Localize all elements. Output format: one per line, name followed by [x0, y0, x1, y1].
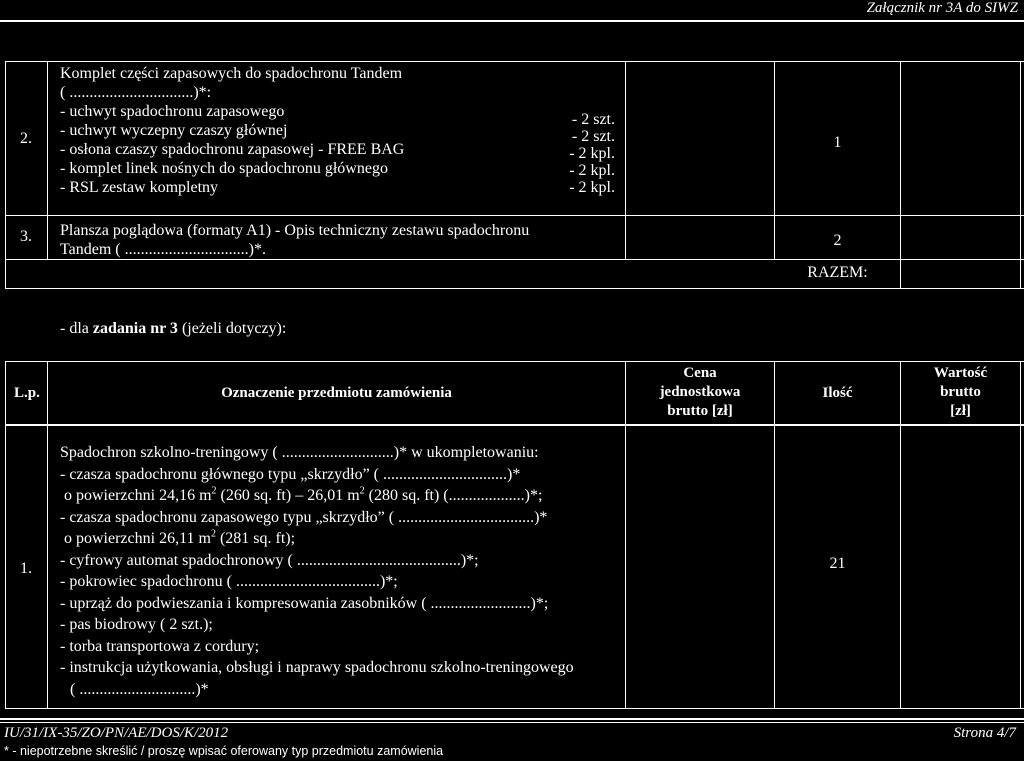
item-count: 1: [833, 134, 842, 151]
quantity-list: [540, 111, 615, 196]
footer-rule-thin: [0, 722, 1024, 723]
text-part: (280 sq. ft) (...................)*;: [364, 487, 543, 504]
list-item: - czasza spadochronu głównego typu „skrzydło” ( ...............................)*: [60, 465, 521, 483]
item-count: 21: [829, 555, 846, 572]
list-item: - instrukcja użytkowania, obsługi i naprawy spadochronu szkolno-treningowego: [60, 659, 574, 676]
item-count: 2: [833, 232, 842, 249]
list-item: Spadochron szkolno-treningowy ( ............................)* w ukompletowaniu:: [60, 444, 539, 461]
list-item: - uchwyt wyczepny czaszy głównej: [60, 122, 288, 139]
header-value-line: Wartość: [933, 365, 988, 381]
list-item: - uprząż do podwieszania i kompresowania zasobników ( .........................)*;: [60, 594, 549, 612]
item-blank: ( ...............................)*:: [60, 84, 212, 101]
item-title: Plansza poglądowa (formaty A1) - Opis techniczny zestawu spadochronu: [60, 222, 530, 239]
list-item: - cyfrowy automat spadochronowy ( .........................................)*;: [60, 551, 479, 569]
list-item: - czasza spadochronu zapasowego typu „skrzydło” ( ..................................)*: [60, 508, 548, 526]
header-value-line: [zł]: [950, 403, 971, 419]
row-number: 2.: [20, 130, 32, 147]
header-quantity: Ilość: [822, 385, 853, 401]
quantity: - 2 kpl.: [569, 179, 615, 196]
list-item: [60, 528, 574, 550]
row-number: 3.: [20, 228, 32, 245]
text-part: o powierzchni 26,11 m: [64, 530, 211, 547]
row-number: 1.: [20, 560, 32, 577]
header-rule: [0, 20, 1024, 22]
page-number: Strona 4/7: [953, 725, 1016, 741]
list-item: - torba transportowa z cordury;: [60, 637, 260, 655]
list-item: ( .............................)*: [70, 680, 209, 698]
item-blank: Tandem ( ...............................)*.: [60, 241, 266, 258]
list-item: - RSL zestaw kompletny: [60, 179, 219, 196]
header-price-line: brutto [zł]: [667, 403, 733, 419]
item-title: Komplet części zapasowych do spadochronu Tandem: [60, 65, 403, 82]
header-lp: L.p.: [14, 385, 40, 401]
footer-rule: [0, 718, 1024, 720]
header-price-line: jednostkowa: [659, 384, 741, 400]
superscript: 2: [211, 485, 217, 497]
text-part: o powierzchni 24,16 m: [64, 487, 212, 504]
list-item: - pas biodrowy ( 2 szt.);: [60, 616, 213, 633]
quantity: - 2 kpl.: [569, 162, 615, 179]
task-heading: [60, 320, 286, 338]
total-label: RAZEM:: [807, 264, 868, 281]
header-description: Oznaczenie przedmiotu zamówienia: [221, 385, 452, 401]
list-item: - osłona czaszy spadochronu zapasowej - FREE BAG: [60, 141, 405, 158]
text-part: (260 sq. ft) – 26,01 m: [216, 487, 360, 504]
list-item: - pokrowiec spadochronu ( ....................................)*;: [60, 573, 398, 590]
quantity: - 2 szt.: [571, 111, 615, 128]
item-description: [60, 442, 574, 700]
item-description: [60, 221, 529, 259]
text-part: (281 sq. ft);: [215, 530, 296, 547]
attachment-label: Załącznik nr 3A do SIWZ: [866, 0, 1018, 16]
superscript: 2: [359, 485, 365, 497]
header-value-line: brutto: [940, 384, 981, 400]
quantity: - 2 szt.: [571, 128, 615, 145]
document-code: IU/31/IX-35/ZO/PN/AE/DOS/K/2012: [4, 725, 229, 741]
header-price-line: Cena: [683, 365, 717, 381]
superscript: 2: [210, 528, 216, 540]
item-description: [60, 64, 404, 197]
task-suffix: (jeżeli dotyczy):: [177, 320, 287, 337]
list-item: - uchwyt spadochronu zapasowego: [60, 103, 285, 120]
quantity: - 2 kpl.: [569, 145, 615, 162]
list-item: - komplet linek nośnych do spadochronu głównego: [60, 160, 388, 177]
footnote: * - niepotrzebne skreślić / proszę wpisać oferowany typ przedmiotu zamówienia: [4, 744, 444, 758]
list-item: [60, 485, 574, 507]
header-gross-value: [901, 364, 1020, 421]
header-unit-price: [626, 364, 774, 421]
task-number: zadania nr 3: [92, 320, 178, 337]
task-prefix: - dla: [60, 320, 93, 337]
